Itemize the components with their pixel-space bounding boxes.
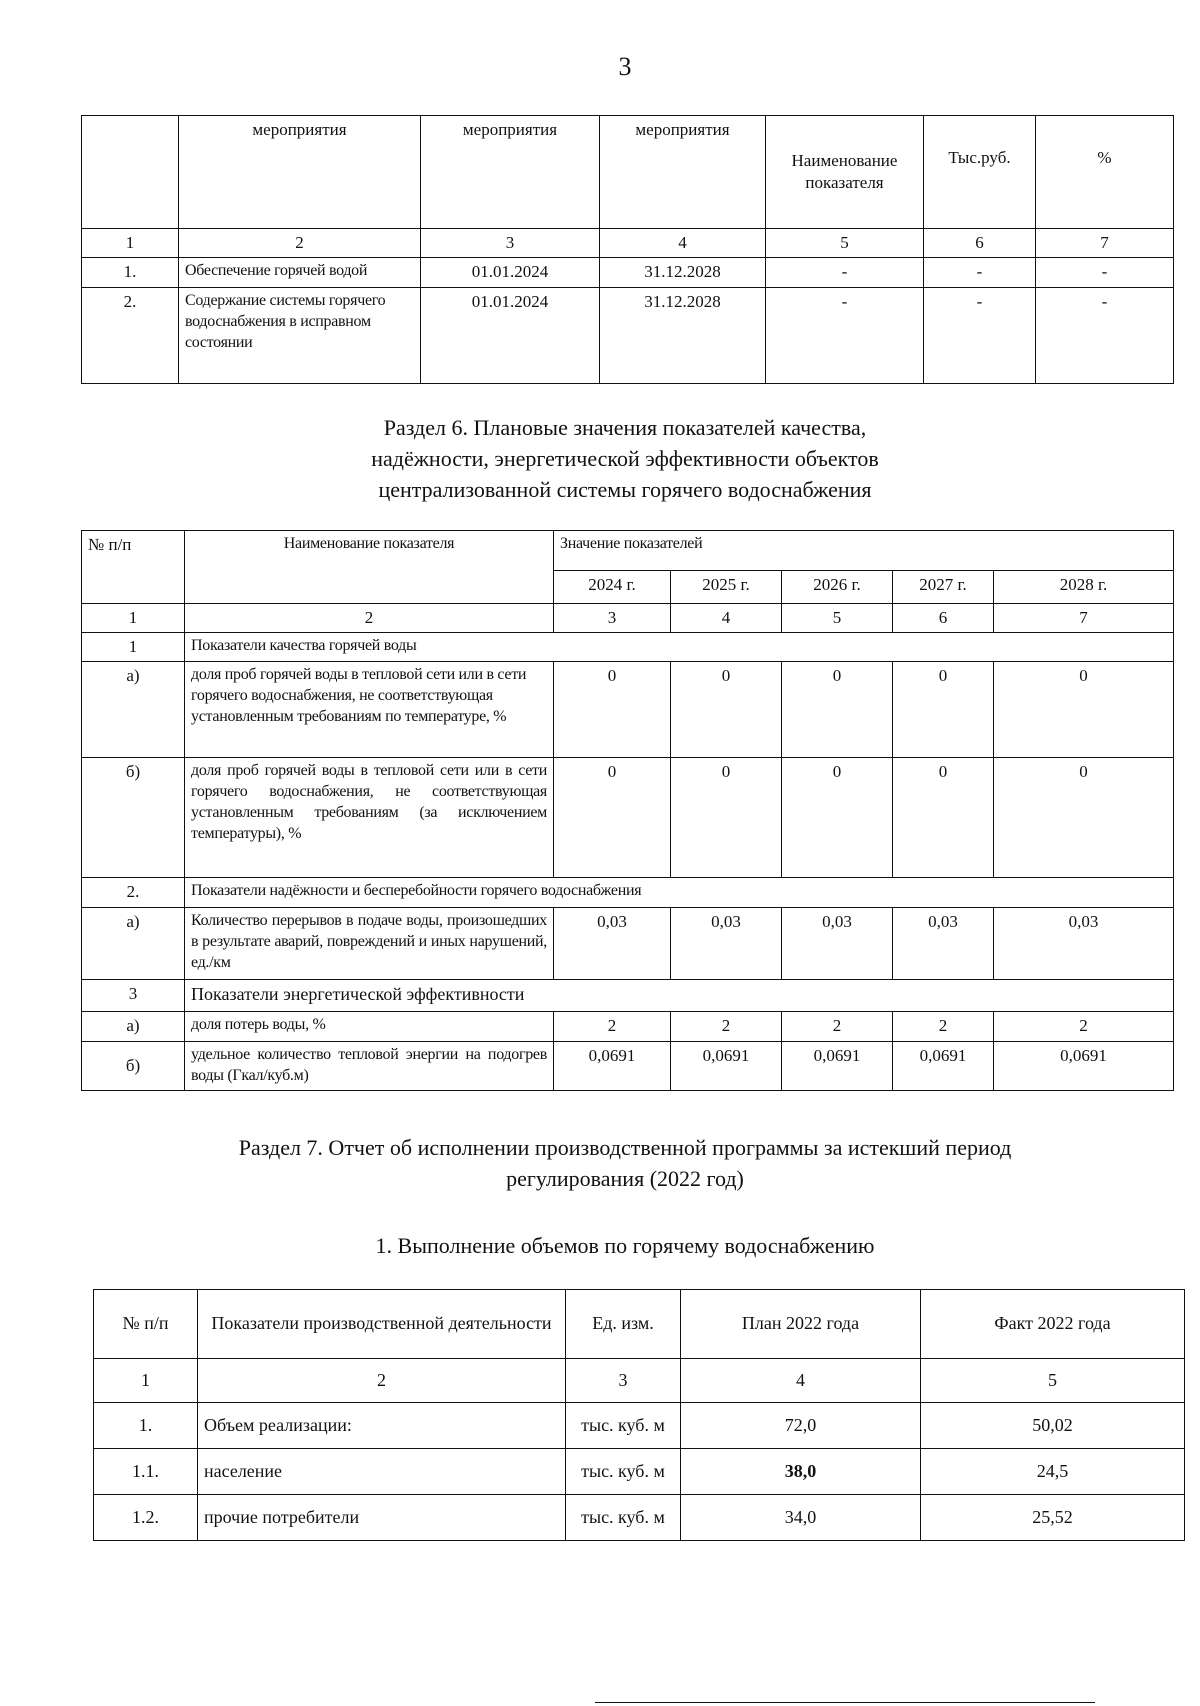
row-value: 0,03 — [671, 908, 782, 980]
row-value: 0 — [671, 758, 782, 878]
number-cell: 4 — [671, 604, 782, 633]
number-cell: 1 — [94, 1359, 198, 1403]
group-title: Показатели качества горячей воды — [185, 633, 1174, 662]
header-cell-6: Тыс.руб. — [924, 116, 1036, 229]
row-number: 2. — [82, 288, 179, 384]
table-row — [82, 1042, 1174, 1091]
section7-title — [0, 1132, 1200, 1194]
indicators-table — [81, 530, 1174, 1091]
section6-title-line: Раздел 6. Плановые значения показателей качества, — [383, 415, 867, 440]
row-number: б) — [82, 1042, 185, 1091]
header-indicator: Показатели производственной деятельности — [198, 1290, 566, 1359]
row-value: 2 — [671, 1012, 782, 1042]
section6-title-line: надёжности, энергетической эффективности объектов — [371, 446, 879, 472]
row-plan: 38,0 — [681, 1449, 921, 1495]
row-fact: 50,02 — [921, 1403, 1185, 1449]
number-cell: 7 — [994, 604, 1174, 633]
group-number: 1 — [82, 633, 185, 662]
group-number: 2. — [82, 878, 185, 908]
page-number: 3 — [618, 52, 632, 81]
row-value: 0 — [554, 758, 671, 878]
table-row — [82, 758, 1174, 878]
header-cell-3: мероприятия — [421, 116, 600, 229]
row-value: 0 — [893, 758, 994, 878]
header-cell-1 — [82, 116, 179, 229]
row-fact: 25,52 — [921, 1495, 1185, 1541]
row-value: 0,03 — [893, 908, 994, 980]
table-row — [82, 1012, 1174, 1042]
group-row — [82, 980, 1174, 1012]
row-value: 0,03 — [554, 908, 671, 980]
row-number: 1. — [82, 258, 179, 288]
group-row — [82, 633, 1174, 662]
number-cell: 5 — [921, 1359, 1185, 1403]
row-value: 2 — [994, 1012, 1174, 1042]
activities-table — [81, 115, 1174, 384]
table-row — [82, 908, 1174, 980]
number-cell: 3 — [554, 604, 671, 633]
row-number: б) — [82, 758, 185, 878]
row-value: - — [924, 258, 1036, 288]
row-start-date: 01.01.2024 — [421, 288, 600, 384]
year-header: 2026 г. — [782, 571, 893, 604]
row-number: 1.1. — [94, 1449, 198, 1495]
number-cell: 6 — [893, 604, 994, 633]
row-value: 0 — [782, 758, 893, 878]
row-value: 0 — [893, 662, 994, 758]
section7-title-line: регулирования (2022 год) — [506, 1166, 744, 1192]
row-start-date: 01.01.2024 — [421, 258, 600, 288]
row-name: Количество перерывов в подаче воды, произошедших в результате аварий, повреждений и иных нарушений, ед./км — [185, 908, 554, 980]
row-value: 0 — [671, 662, 782, 758]
number-cell: 2 — [185, 604, 554, 633]
row-name: доля проб горячей воды в тепловой сети или в сети горячего водоснабжения, не соответствующая установленным требованиям по температуре, % — [185, 662, 554, 758]
table-row — [82, 288, 1174, 384]
table-row — [82, 258, 1174, 288]
header-cell-4: мероприятия — [600, 116, 766, 229]
section6-title-line: централизованной системы горячего водоснабжения — [378, 477, 872, 503]
row-value: 0 — [994, 662, 1174, 758]
row-value: 0 — [994, 758, 1174, 878]
number-cell: 7 — [1036, 229, 1174, 258]
row-value: 0,0691 — [671, 1042, 782, 1091]
year-header: 2028 г. — [994, 571, 1174, 604]
row-number: а) — [82, 908, 185, 980]
header-cell-2: мероприятия — [179, 116, 421, 229]
row-value: 2 — [554, 1012, 671, 1042]
table-row — [94, 1449, 1185, 1495]
row-plan: 34,0 — [681, 1495, 921, 1541]
number-cell: 3 — [421, 229, 600, 258]
row-name: удельное количество тепловой энергии на подогрев воды (Гкал/куб.м) — [185, 1042, 554, 1091]
year-header: 2024 г. — [554, 571, 671, 604]
row-value: 2 — [782, 1012, 893, 1042]
row-unit: тыс. куб. м — [566, 1449, 681, 1495]
number-cell: 3 — [566, 1359, 681, 1403]
row-value: 0,0691 — [782, 1042, 893, 1091]
number-cell: 4 — [681, 1359, 921, 1403]
row-value: 0,0691 — [994, 1042, 1174, 1091]
row-name: доля проб горячей воды в тепловой сети или в сети горячего водоснабжения, не соответствующая установленным требованиям (за исключением температуры), % — [185, 758, 554, 878]
header-values: Значение показателей — [554, 531, 1174, 571]
row-name: Обеспечение горячей водой — [179, 258, 421, 288]
group-row — [82, 878, 1174, 908]
row-value: 2 — [893, 1012, 994, 1042]
group-title: Показатели надёжности и бесперебойности горячего водоснабжения — [185, 878, 1174, 908]
section7-subtitle: 1. Выполнение объемов по горячему водоснабжению — [375, 1233, 875, 1258]
volumes-table — [93, 1289, 1185, 1541]
row-number: а) — [82, 1012, 185, 1042]
table-row — [82, 662, 1174, 758]
number-cell: 6 — [924, 229, 1036, 258]
row-fact: 24,5 — [921, 1449, 1185, 1495]
row-unit: тыс. куб. м — [566, 1495, 681, 1541]
section6-title — [0, 412, 1200, 506]
row-name: Содержание системы горячего водоснабжения в исправном состоянии — [179, 288, 421, 384]
row-end-date: 31.12.2028 — [600, 258, 766, 288]
number-cell: 2 — [179, 229, 421, 258]
row-value: - — [766, 288, 924, 384]
row-value: - — [924, 288, 1036, 384]
row-name: прочие потребители — [198, 1495, 566, 1541]
group-title: Показатели энергетической эффективности — [185, 980, 1174, 1012]
row-number: 1. — [94, 1403, 198, 1449]
row-name: доля потерь воды, % — [185, 1012, 554, 1042]
number-cell: 2 — [198, 1359, 566, 1403]
number-cell: 4 — [600, 229, 766, 258]
header-fact: Факт 2022 года — [921, 1290, 1185, 1359]
section7-title-line: Раздел 7. Отчет об исполнении производственной программы за истекший период — [238, 1135, 1012, 1160]
row-end-date: 31.12.2028 — [600, 288, 766, 384]
group-number: 3 — [82, 980, 185, 1012]
row-number: а) — [82, 662, 185, 758]
row-value: - — [766, 258, 924, 288]
header-num: № п/п — [82, 531, 185, 604]
row-unit: тыс. куб. м — [566, 1403, 681, 1449]
number-cell: 1 — [82, 229, 179, 258]
row-value: - — [1036, 258, 1174, 288]
header-cell-7: % — [1036, 116, 1174, 229]
year-header: 2025 г. — [671, 571, 782, 604]
header-cell-5: Наименование показателя — [766, 116, 924, 229]
row-value: 0 — [782, 662, 893, 758]
header-plan: План 2022 года — [681, 1290, 921, 1359]
number-cell: 5 — [782, 604, 893, 633]
number-cell: 1 — [82, 604, 185, 633]
row-value: 0,0691 — [893, 1042, 994, 1091]
row-value: 0 — [554, 662, 671, 758]
table-row — [94, 1495, 1185, 1541]
year-header: 2027 г. — [893, 571, 994, 604]
header-num: № п/п — [94, 1290, 198, 1359]
row-value: 0,03 — [994, 908, 1174, 980]
header-name: Наименование показателя — [185, 531, 554, 604]
row-name: население — [198, 1449, 566, 1495]
header-unit: Ед. изм. — [566, 1290, 681, 1359]
row-value: - — [1036, 288, 1174, 384]
row-name: Объем реализации: — [198, 1403, 566, 1449]
number-cell: 5 — [766, 229, 924, 258]
row-plan: 72,0 — [681, 1403, 921, 1449]
row-value: 0,0691 — [554, 1042, 671, 1091]
bottom-divider — [595, 1702, 1095, 1703]
table-row — [94, 1403, 1185, 1449]
row-value: 0,03 — [782, 908, 893, 980]
row-number: 1.2. — [94, 1495, 198, 1541]
